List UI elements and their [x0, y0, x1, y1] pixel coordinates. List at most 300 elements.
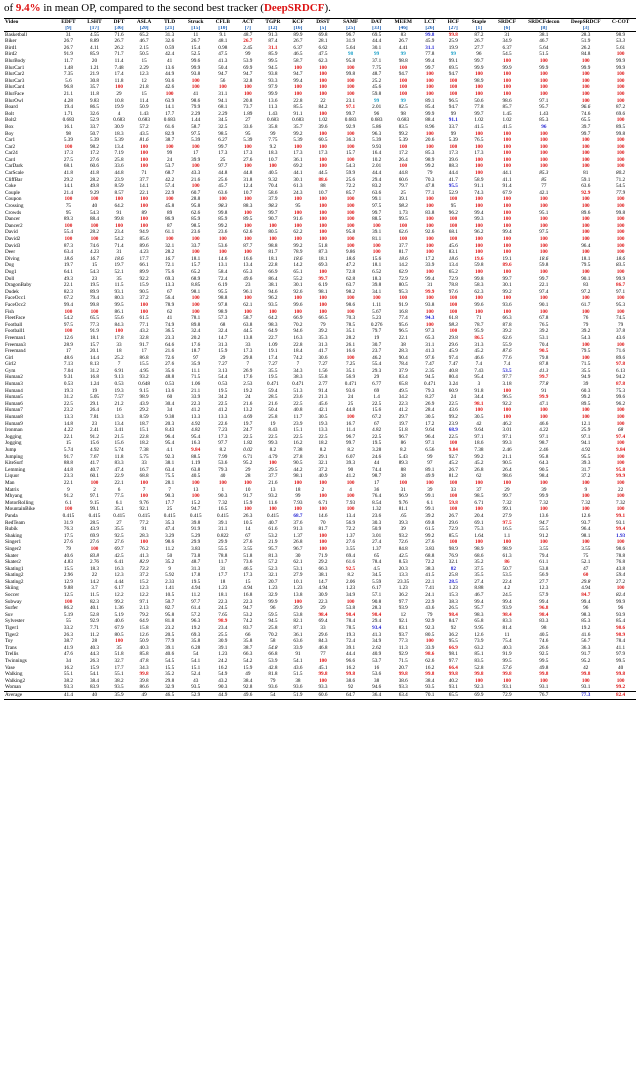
col-ref-samf[interactable]: [25] [346, 25, 356, 31]
result-cell: 98.1 [293, 473, 303, 480]
result-cell: 31.7 [581, 466, 591, 473]
row-video-name: Football [5, 321, 23, 328]
result-cell: 32.4 [191, 328, 201, 335]
result-cell: 94.1 [581, 440, 591, 447]
result-cell: 39.9 [293, 605, 303, 612]
result-cell: 96.9 [398, 493, 408, 500]
result-cell: 12.3 [114, 572, 124, 579]
result-cell: 7.19 [114, 150, 124, 157]
result-cell: 16.7 [165, 255, 175, 262]
result-cell: 89.8 [191, 321, 201, 328]
result-cell: 62.6 [191, 209, 201, 216]
result-cell: 2.01 [372, 104, 382, 111]
result-cell: 11 [182, 31, 210, 38]
col-ref-act[interactable]: [7] [244, 25, 251, 31]
result-cell: 97.7 [218, 440, 228, 447]
col-ref-tld[interactable]: [21] [165, 25, 175, 31]
result-cell: 12.6 [139, 631, 149, 638]
table-row [4, 78, 636, 85]
result-cell: 26.1 [346, 341, 356, 348]
result-cell: 59.9 [346, 170, 356, 177]
result-cell: 62.9 [398, 268, 408, 275]
result-cell: 100 [539, 216, 548, 223]
result-cell: 99.7 [218, 143, 228, 150]
col-ref-tgpr[interactable]: [12] [268, 25, 278, 31]
result-cell: 19.5 [372, 440, 382, 447]
result-cell: 100 [503, 539, 511, 546]
result-cell: 93.1 [581, 684, 591, 691]
result-cell: 12.4 [243, 183, 253, 190]
col-ref-hcf[interactable]: [27] [448, 25, 458, 31]
result-cell: 96 [541, 123, 547, 130]
col-ref-staple[interactable]: [1] [475, 25, 483, 31]
result-cell: 19.1 [502, 255, 512, 262]
result-cell: 8.96 [425, 123, 435, 130]
result-cell: 19.2 [191, 625, 201, 632]
table-row [4, 163, 636, 170]
result-cell: 26.5 [448, 605, 458, 612]
col-ref-lsht[interactable]: [17] [89, 25, 99, 31]
result-cell: 80.2 [616, 170, 626, 177]
result-cell: 99 [245, 51, 251, 58]
result-cell: 35.1 [346, 328, 356, 335]
result-cell: 1.32 [372, 506, 382, 513]
result-cell: 53.2 [243, 611, 253, 618]
result-cell: 1.44 [191, 117, 201, 124]
result-cell: 92.9 [398, 651, 408, 658]
result-cell: 79.5 [581, 262, 591, 269]
result-cell: 80.5 [425, 631, 435, 638]
result-cell: 100 [399, 163, 408, 170]
result-cell: 99 [374, 97, 380, 104]
result-cell: 100 [475, 156, 483, 163]
result-cell: 94.7 [448, 71, 458, 78]
result-cell: 62 [167, 308, 173, 315]
result-cell: 18.2 [139, 440, 149, 447]
result-cell: 99.9 [539, 64, 549, 71]
row-video-name: BlurCar4 [5, 84, 25, 91]
result-cell: 45.2 [474, 348, 484, 355]
result-cell: 19.2 [581, 625, 591, 632]
table-row [4, 117, 636, 124]
row-video-name: MotorRolling [5, 499, 34, 506]
result-cell: 18 [220, 578, 226, 585]
result-cell: 2.96 [63, 572, 73, 579]
result-cell: 100 [616, 216, 625, 223]
result-cell: 6.62 [318, 44, 328, 51]
result-cell: 100 [503, 249, 511, 256]
result-cell: 6.37 [293, 44, 303, 51]
table-row [4, 388, 636, 395]
result-cell: 9.1 [210, 31, 237, 38]
result-cell: 60 [583, 572, 589, 579]
result-cell: 40.3 [502, 644, 512, 651]
result-cell: 98.4 [448, 611, 458, 618]
result-cell: 10.7 [243, 189, 253, 196]
result-cell: 40.6 [165, 651, 175, 658]
result-cell: 90 [347, 466, 354, 473]
result-cell: 22.3 [218, 598, 228, 605]
result-cell: 69.5 [448, 64, 458, 71]
result-cell: 1.36 [114, 605, 124, 612]
result-cell: 96 [617, 605, 624, 612]
col-ref-lct[interactable]: [26] [425, 25, 435, 31]
result-cell: 26.4 [502, 466, 512, 473]
result-cell: 3.13 [218, 367, 228, 374]
result-cell: 100 [539, 196, 548, 203]
result-cell: 55 [65, 618, 71, 625]
col-ref-srdcf[interactable]: [6] [503, 25, 511, 31]
result-cell: 87.1 [293, 625, 303, 632]
col-ref-srdcfdecon[interactable]: [8] [540, 25, 547, 31]
result-cell: 97 [427, 460, 433, 467]
result-cell: 5.39 [293, 137, 303, 144]
result-cell: 78.8 [616, 552, 626, 559]
result-cell: 27.6 [425, 539, 435, 546]
result-cell: 56.4 [165, 295, 175, 302]
result-cell: 97.7 [218, 163, 228, 170]
result-cell: 100 [165, 196, 174, 203]
col-ref-deepsrdcf[interactable]: [3] [582, 25, 589, 31]
result-cell: 99.8 [442, 31, 466, 38]
row-video-name: Basketball [4, 31, 55, 38]
result-cell: 96.5 [502, 394, 512, 401]
result-cell: 68.8 [425, 552, 435, 559]
result-cell: 100 [191, 479, 200, 486]
result-cell: 39.6 [318, 123, 328, 130]
result-cell: 98.6 [191, 97, 201, 104]
result-cell: 100 [191, 493, 200, 500]
result-cell: 27.6 [63, 539, 73, 546]
result-cell: 96.5 [448, 97, 458, 104]
result-cell: 97.1 [539, 97, 549, 104]
result-cell: 92.5 [114, 532, 124, 539]
col-ref-struck[interactable]: [15] [191, 25, 201, 31]
result-cell: 21.5 [114, 433, 124, 440]
result-cell: 100 [449, 308, 458, 315]
result-cell: 70 [320, 519, 326, 526]
result-cell: 99.3 [268, 440, 278, 447]
result-cell: 58 [270, 638, 276, 645]
result-cell: 100 [90, 236, 99, 242]
result-cell: 24 [347, 394, 354, 401]
result-cell: 11.2 [191, 592, 201, 599]
result-cell: 89.5 [581, 400, 591, 407]
result-cell: 58.4 [218, 268, 228, 275]
result-cell: 65.2 [448, 268, 458, 275]
result-cell: 100 [191, 163, 200, 170]
result-cell: 3.18 [502, 381, 512, 388]
result-cell: 99 [167, 150, 173, 157]
result-cell: 99.9 [539, 394, 549, 401]
col-ref-dsst[interactable]: [5] [319, 25, 327, 31]
result-cell: 68.6 [474, 552, 484, 559]
result-cell: 0.415 [138, 512, 150, 519]
result-cell: 76.4 [372, 493, 382, 500]
result-cell: 24.2 [218, 658, 228, 664]
result-cell: 66.5 [318, 315, 328, 322]
result-cell: 22.5 [448, 400, 458, 407]
result-cell: 92.5 [346, 565, 356, 572]
result-cell: 17 [374, 479, 380, 486]
col-ref-dft[interactable]: [36] [114, 25, 124, 31]
result-cell: 59.4 [268, 387, 278, 394]
result-cell: 100 [581, 229, 590, 236]
result-cell: 95.8 [165, 611, 175, 618]
result-cell: 11.3 [268, 104, 278, 111]
result-cell: 100 [503, 84, 511, 91]
result-cell: 38.4 [243, 677, 253, 684]
result-cell: 91.1 [448, 117, 458, 124]
result-cell: 83.3 [539, 618, 549, 625]
result-cell: 12.5 [63, 592, 73, 599]
result-cell: 100 [319, 71, 327, 78]
result-cell: 16.8 [89, 374, 100, 381]
result-cell: 25 [347, 400, 354, 407]
result-cell: 22.5 [268, 433, 278, 440]
result-cell: 77.8 [474, 104, 484, 111]
result-cell: 12.3 [139, 585, 149, 592]
result-cell: 77.8 [539, 381, 549, 388]
result-cell: 94.7 [539, 519, 549, 526]
result-cell: 34.4 [474, 394, 484, 401]
result-cell: 1.56 [318, 367, 328, 374]
result-cell: 100 [616, 539, 625, 546]
result-cell: 3.24 [448, 381, 458, 388]
result-cell: 62.6 [425, 658, 435, 664]
row-video-name: BlurFace [5, 90, 25, 97]
result-cell: 1.1 [503, 532, 511, 539]
result-cell: 100 [191, 183, 200, 190]
col-ref-meem[interactable]: [46] [398, 25, 408, 31]
result-cell: 32.5 [218, 123, 228, 130]
table-row [4, 447, 636, 454]
result-cell: 16 [374, 664, 380, 671]
result-cell: 7.4 [503, 361, 511, 368]
result-cell: 99.4 [616, 526, 626, 533]
result-cell: 100 [539, 203, 548, 210]
result-cell: 93.1 [502, 684, 512, 691]
result-cell: 17.3 [293, 150, 303, 157]
result-cell: 0.471 [344, 381, 357, 388]
table-row [4, 368, 636, 375]
result-cell: 20.4 [474, 512, 484, 519]
row-video-name: RedTeam [5, 519, 25, 526]
result-cell: 72.9 [398, 275, 408, 282]
result-cell: 46.7 [139, 38, 149, 45]
result-cell: 96.6 [581, 104, 591, 111]
result-cell: 32.7 [114, 658, 124, 664]
result-cell: 100 [616, 268, 625, 275]
result-cell: 90.7 [268, 216, 278, 223]
result-cell: 14.8 [63, 420, 73, 427]
result-cell: 33 [141, 460, 147, 467]
table-row [4, 467, 636, 474]
row-video-name: Car24 [5, 150, 18, 157]
result-cell: 81.3 [268, 552, 278, 559]
result-cell: 100 [191, 308, 200, 315]
result-cell: 71.5 [191, 374, 201, 381]
result-cell: 86 [504, 559, 510, 566]
result-cell: 16.7 [89, 255, 100, 262]
result-cell: 6.71 [474, 499, 484, 506]
result-cell: 49.9 [425, 473, 435, 480]
result-cell: 92 [347, 684, 354, 691]
result-cell: 91.9 [191, 526, 201, 533]
result-cell: 93.6 [293, 684, 303, 691]
result-cell: 100 [539, 242, 548, 249]
table-row [4, 269, 636, 276]
result-cell: 99 [427, 453, 433, 460]
result-cell: 40.7 [268, 519, 278, 526]
col-ref-edft[interactable]: [9] [65, 25, 72, 31]
result-cell: 35 [116, 644, 122, 651]
result-cell: 74.6 [581, 110, 591, 117]
result-cell: 99.8 [502, 671, 512, 678]
row-video-name: Vase [5, 664, 15, 671]
result-cell: 8.43 [165, 427, 175, 434]
result-cell: 99.1 [372, 196, 382, 203]
result-cell: 100 [616, 203, 625, 210]
result-cell: 99.6 [191, 57, 201, 64]
col-ref-asla[interactable]: [20] [139, 25, 149, 31]
result-cell: 100 [319, 110, 327, 117]
result-cell: 0.683 [62, 117, 75, 124]
result-cell: 100 [581, 137, 590, 144]
result-cell: 25.6 [218, 176, 228, 183]
result-cell: 29.8 [448, 334, 458, 341]
result-cell: 17.2 [425, 420, 435, 427]
result-cell: 29.9 [191, 539, 201, 546]
table-row [4, 216, 636, 223]
result-cell: 64.9 [139, 618, 149, 625]
result-cell: 44.5 [243, 328, 253, 335]
result-cell: 26.2 [114, 44, 124, 51]
result-cell: 9.84 [448, 447, 458, 453]
col-ref-dat[interactable]: [33] [372, 25, 382, 31]
result-cell: 100 [319, 236, 327, 242]
result-cell: 66.1 [139, 262, 149, 269]
result-cell: 46.7 [474, 592, 484, 599]
result-cell: 100 [346, 64, 355, 71]
result-cell: 100 [319, 506, 327, 513]
result-cell: 60.9 [448, 387, 458, 394]
result-cell: 46.6 [474, 354, 484, 361]
col-ref-kcf[interactable]: [16] [293, 25, 303, 31]
result-cell: 98.5 [218, 130, 228, 137]
result-cell: 95.4 [191, 433, 201, 440]
result-cell: 85.7 [502, 104, 512, 111]
result-cell: 27 [245, 117, 251, 124]
result-cell: 33.9 [425, 644, 435, 651]
result-cell: 62.6 [398, 229, 408, 236]
result-cell: 19.3 [318, 420, 328, 427]
result-cell: 54.1 [293, 658, 303, 664]
result-cell: 85.9 [191, 216, 201, 223]
result-cell: 9.15 [89, 499, 100, 506]
result-cell: 21.6 [165, 348, 175, 355]
result-cell: 33.7 [448, 123, 458, 130]
result-cell: 18.3 [89, 565, 100, 572]
result-cell: 35.7 [89, 84, 100, 91]
result-cell: 44.8 [114, 170, 124, 177]
result-cell: 5.61 [616, 44, 626, 51]
result-cell: 20.8 [243, 97, 253, 104]
result-cell: 95 [450, 203, 456, 210]
result-cell: 62.6 [502, 334, 512, 341]
result-cell: 14.4 [89, 354, 100, 361]
result-cell: 100 [503, 156, 511, 163]
result-cell: 18.6 [398, 255, 408, 262]
result-cell: 96 [270, 605, 276, 612]
result-cell: 47.2 [346, 262, 356, 269]
result-cell: 27.9 [293, 572, 303, 579]
result-cell: 86.5 [474, 334, 484, 341]
result-cell: 45.1 [318, 664, 328, 671]
result-cell: 55.8 [318, 374, 328, 381]
result-cell: 61.1 [539, 559, 549, 566]
table-row [4, 638, 636, 645]
result-cell: 99.5 [398, 216, 408, 223]
result-cell: 89.6 [502, 262, 512, 269]
col-ref-cflb[interactable]: [10] [218, 25, 228, 31]
result-cell: 3.55 [346, 545, 356, 552]
result-cell: 51.8 [398, 427, 408, 434]
result-cell: 100 [581, 71, 590, 78]
result-cell: 100 [539, 57, 548, 64]
result-cell: 38.6 [398, 677, 408, 684]
result-cell: 91.1 [293, 110, 303, 117]
result-cell: 81.8 [165, 618, 175, 625]
result-cell: 4 [117, 110, 121, 117]
table-row [4, 183, 636, 190]
result-cell: 98.4 [372, 611, 382, 618]
result-cell: 15 [141, 57, 147, 64]
result-cell: 97.1 [616, 288, 626, 295]
result-cell: 3.41 [114, 427, 124, 434]
result-cell: 9.29 [89, 189, 100, 196]
table-row [4, 381, 636, 388]
result-cell: 62.1 [293, 559, 303, 566]
result-cell: 2.46 [502, 447, 512, 453]
table-row [4, 632, 636, 639]
result-cell: 93.7 [581, 519, 591, 526]
result-cell: 41 [167, 57, 173, 64]
result-cell: 6.1 [65, 499, 72, 506]
table-row [4, 84, 636, 91]
result-cell: 100 [64, 222, 73, 229]
result-cell: 53.8 [539, 565, 549, 572]
result-cell: 98.8 [218, 295, 228, 302]
result-cell: 100 [449, 216, 458, 223]
result-cell: 100 [616, 460, 625, 467]
result-cell: 84.8 [581, 51, 591, 58]
result-cell: 94.6 [372, 684, 382, 691]
result-cell: 43.2 [218, 677, 228, 684]
result-cell: 4.41 [398, 44, 408, 51]
result-cell: 99.8 [616, 130, 626, 137]
result-cell: 99.3 [502, 440, 512, 447]
result-cell: 38.7 [243, 644, 253, 651]
row-video-name: Trans [5, 644, 17, 651]
result-cell: 98 [347, 51, 354, 58]
result-cell: 94.7 [293, 71, 303, 78]
result-cell: 7.32 [539, 499, 549, 506]
table-row [4, 262, 636, 269]
result-cell: 5.64 [346, 44, 356, 51]
result-cell: 0.59 [165, 44, 175, 51]
result-cell: 18.1 [218, 592, 228, 599]
